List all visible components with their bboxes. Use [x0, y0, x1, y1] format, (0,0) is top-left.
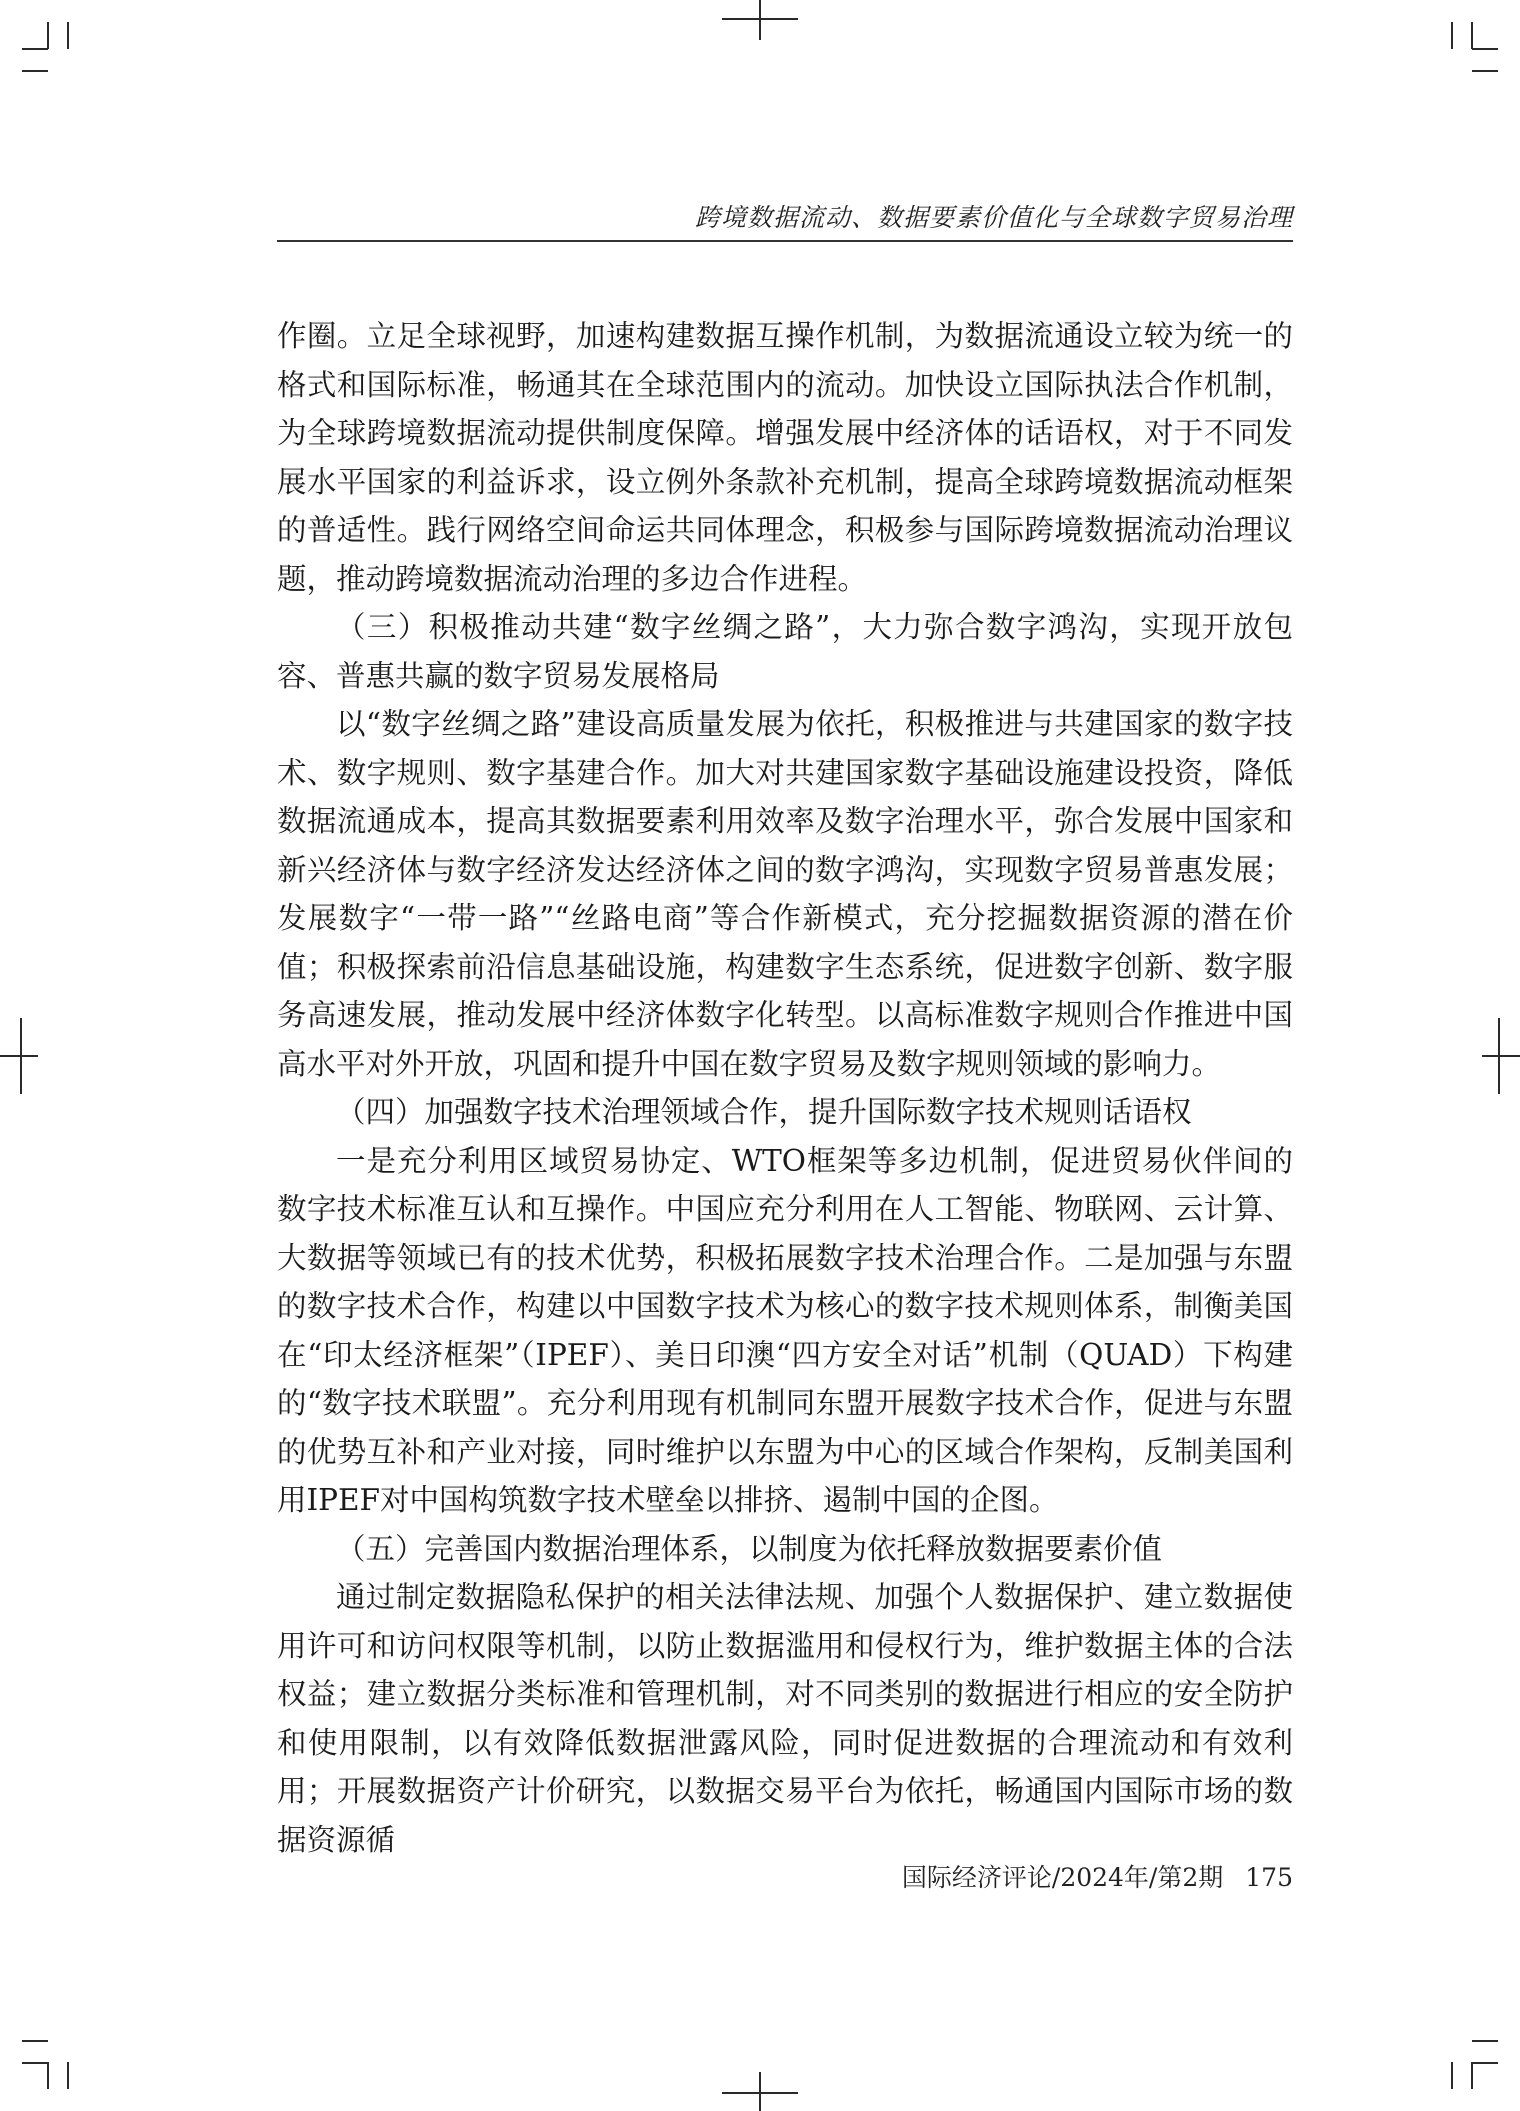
crop-mark	[22, 2062, 48, 2064]
paragraph: 作圈。立足全球视野，加速构建数据互操作机制，为数据流通设立较为统一的格式和国际标准，畅通其在全球范围内的流动。加快设立国际执法合作机制，为全球跨境数据流动提供制度保障。增强发展中经济体的话语权，对于不同发展水平国家的利益诉求，设立例外条款补充机制，提高全球跨境数据流动框架的普适性。践行网络空间命运共同体理念，积极参与国际跨境数据流动治理议题，推动跨境数据流动治理的多边合作进程。	[277, 319, 1293, 596]
section-heading: （三）积极推动共建“数字丝绸之路”，大力弥合数字鸿沟，实现开放包容、普惠共赢的数字贸易发展格局	[277, 610, 1293, 693]
crop-mark	[22, 2040, 48, 2042]
crop-mark	[1451, 2062, 1453, 2089]
crop-mark	[1471, 2062, 1473, 2089]
body-text	[277, 312, 1293, 1864]
section-heading: （四）加强数字技术治理领域合作，提升国际数字技术规则话语权	[336, 1095, 1192, 1129]
journal-issue: 国际经济评论/2024年/第2期	[901, 1863, 1224, 1892]
running-head: 跨境数据流动、数据要素价值化与全球数字贸易治理	[694, 203, 1293, 232]
crop-mark	[1472, 70, 1498, 72]
crop-mark	[1471, 22, 1473, 49]
crop-mark	[1472, 2040, 1498, 2042]
crop-mark	[47, 2062, 49, 2089]
crop-mark	[67, 22, 69, 49]
crop-mark	[1472, 2062, 1498, 2064]
registration-mark	[1498, 1018, 1500, 1094]
header-rule	[277, 240, 1293, 242]
page-number: 175	[1245, 1863, 1293, 1892]
crop-mark	[47, 22, 49, 49]
crop-mark	[1472, 48, 1498, 50]
registration-mark	[20, 1018, 22, 1094]
crop-mark	[67, 2062, 69, 2089]
crop-mark	[22, 48, 48, 50]
registration-mark	[759, 2072, 761, 2111]
crop-mark	[1451, 22, 1453, 49]
registration-mark	[1482, 1055, 1520, 1057]
registration-mark	[759, 0, 761, 40]
section-heading: （五）完善国内数据治理体系，以制度为依托释放数据要素价值	[336, 1531, 1163, 1566]
paragraph: 以“数字丝绸之路”建设高质量发展为依托，积极推进与共建国家的数字技术、数字规则、数字基建合作。加大对共建国家数字基础设施建设投资，降低数据流通成本，提高其数据要素利用效率及数字治理水平，弥合发展中国家和新兴经济体与数字经济发达经济体之间的数字鸿沟，实现数字贸易普惠发展；发展数字“一带一路”“丝路电商”等合作新模式，充分挖掘数据资源的潜在价值；积极探索前沿信息基础设施，构建数字生态系统，促进数字创新、数字服务高速发展，推动发展中经济体数字化转型。以高标准数字规则合作推进中国高水平对外开放，巩固和提升中国在数字贸易及数字规则领域的影响力。	[277, 707, 1293, 1081]
page-footer	[277, 1858, 1293, 1894]
registration-mark	[0, 1055, 38, 1057]
crop-mark	[22, 70, 48, 72]
paragraph: 通过制定数据隐私保护的相关法律法规、加强个人数据保护、建立数据使用许可和访问权限等机制，以防止数据滥用和侵权行为，维护数据主体的合法权益；建立数据分类标准和管理机制，对不同类别的数据进行相应的安全防护和使用限制，以有效降低数据泄露风险，同时促进数据的合理流动和有效利用；开展数据资产计价研究，以数据交易平台为依托，畅通国内国际市场的数据资源循	[277, 1580, 1293, 1857]
paragraph: 一是充分利用区域贸易协定、WTO框架等多边机制，促进贸易伙伴间的数字技术标准互认和互操作。中国应充分利用在人工智能、物联网、云计算、大数据等领域已有的技术优势，积极拓展数字技术治理合作。二是加强与东盟的数字技术合作，构建以中国数字技术为核心的数字技术规则体系，制衡美国在“印太经济框架”（IPEF）、美日印澳“四方安全对话”机制（QUAD）下构建的“数字技术联盟”。充分利用现有机制同东盟开展数字技术合作，促进与东盟的优势互补和产业对接，同时维护以东盟为中心的区域合作架构，反制美国利用IPEF对中国构筑数字技术壁垒以排挤、遏制中国的企图。	[277, 1143, 1293, 1517]
